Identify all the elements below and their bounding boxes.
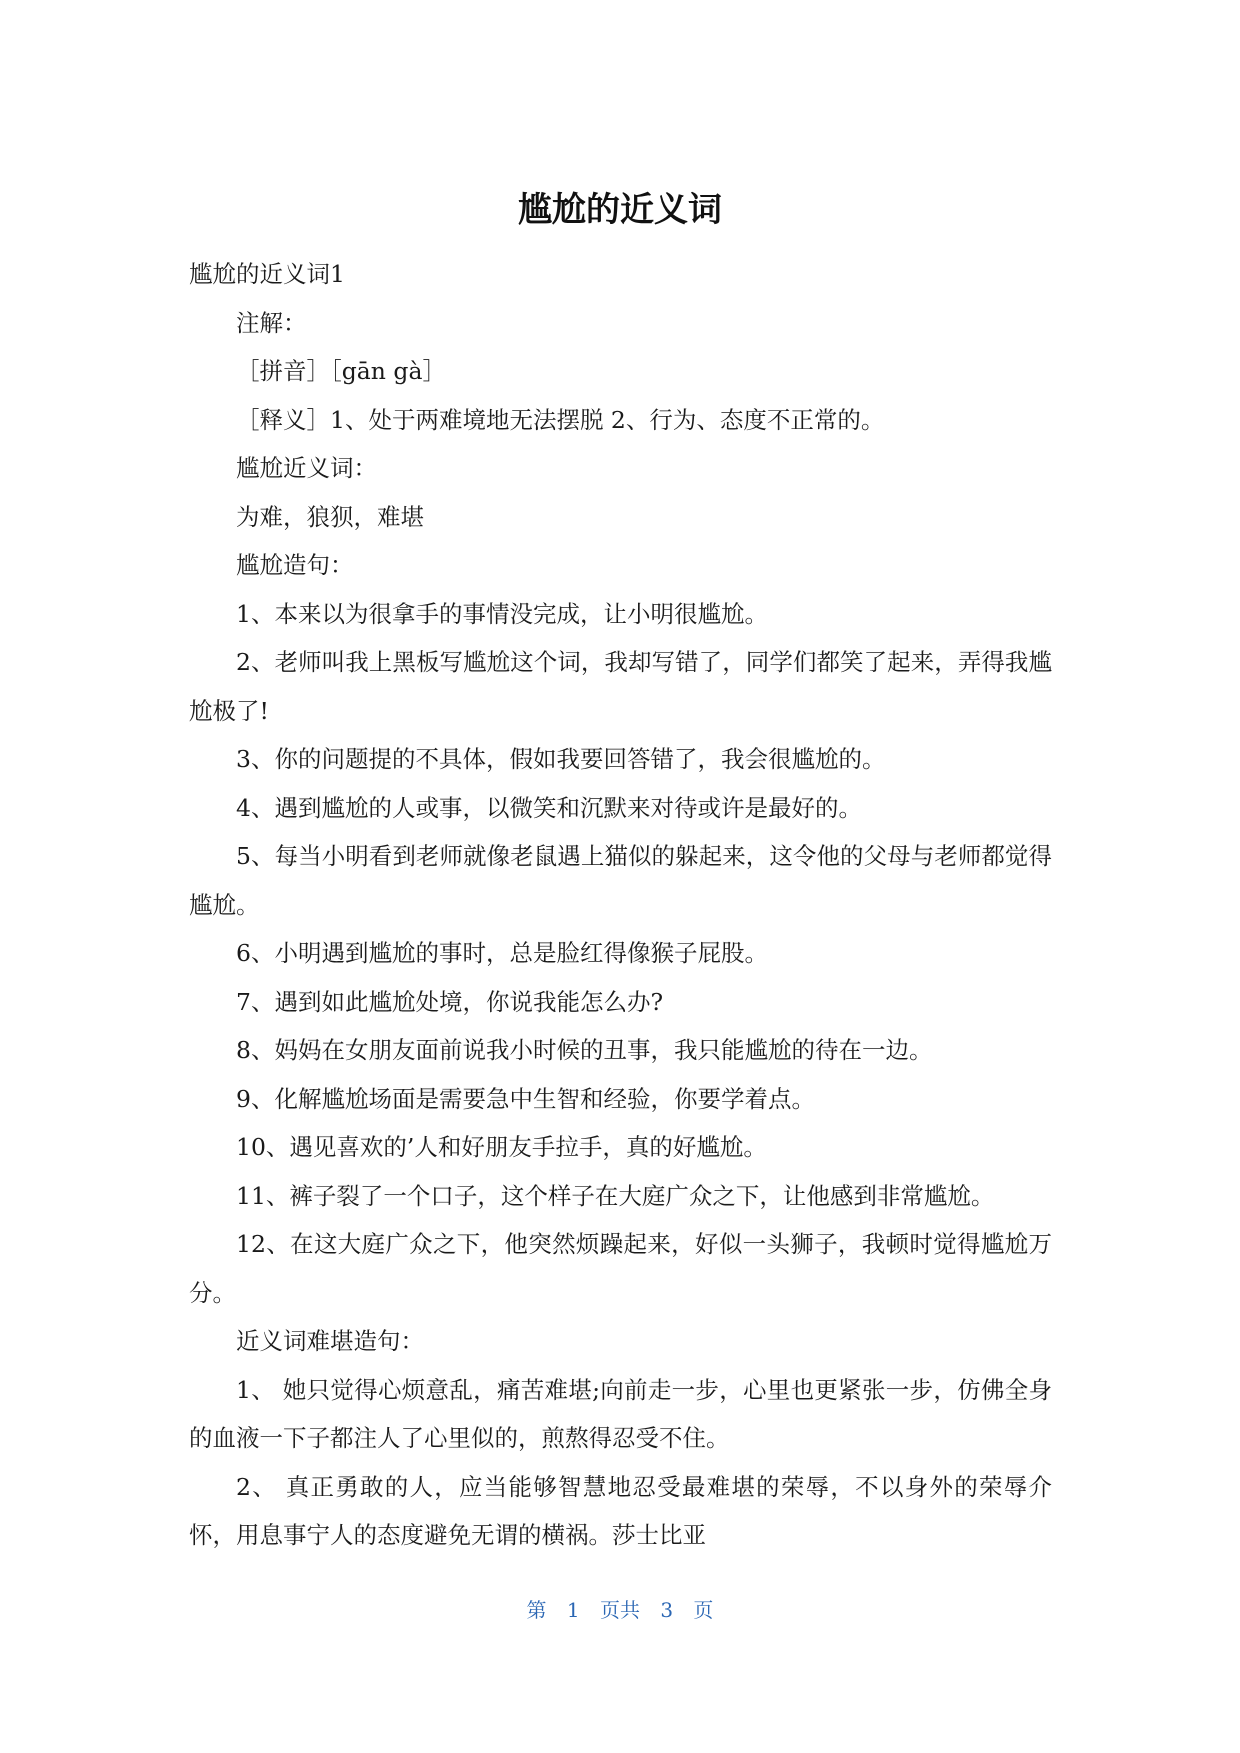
paragraph: 2、 真正勇敢的人，应当能够智慧地忍受最难堪的荣辱，不以身外的荣辱介怀，用息事宁人的态度避免无谓的横祸。莎士比亚 xyxy=(189,1472,1052,1549)
document-body xyxy=(189,250,1052,1560)
paragraph: 1、本来以为很拿手的事情没完成，让小明很尴尬。 xyxy=(236,599,768,628)
paragraph: 尴尬近义词： xyxy=(236,454,377,482)
paragraph: 4、遇到尴尬的人或事，以微笑和沉默来对待或许是最好的。 xyxy=(236,793,862,822)
paragraph: 12、在这大庭广众之下，他突然烦躁起来，好似一头狮子，我顿时觉得尴尬万分。 xyxy=(189,1230,1052,1307)
paragraph: 3、你的问题提的不具体，假如我要回答错了，我会很尴尬的。 xyxy=(236,745,886,773)
paragraph: 1、 她只觉得心烦意乱，痛苦难堪;向前走一步，心里也更紧张一步，仿佛全身的血液一下子都注人了心里似的，煎熬得忍受不住。 xyxy=(189,1375,1052,1452)
page-footer: 第 1 页共 3 页 xyxy=(526,1598,714,1622)
paragraph: 6、小明遇到尴尬的事时，总是脸红得像猴子屁股。 xyxy=(236,939,768,967)
paragraph: 为难，狼狈，难堪 xyxy=(236,502,424,531)
paragraph: 尴尬造句： xyxy=(236,551,354,579)
document-title: 尴尬的近义词 xyxy=(518,190,722,230)
paragraph: ［释义］1、处于两难境地无法摆脱 2、行为、态度不正常的。 xyxy=(236,405,885,434)
paragraph: 近义词难堪造句： xyxy=(236,1327,424,1355)
paragraph: ［拼音］［gān gà］ xyxy=(236,357,446,385)
paragraph: 5、每当小明看到老师就像老鼠遇上猫似的躲起来，这令他的父母与老师都觉得尴尬。 xyxy=(189,842,1052,919)
section-heading: 尴尬的近义词1 xyxy=(189,260,345,288)
paragraph: 7、遇到如此尴尬处境，你说我能怎么办? xyxy=(236,987,664,1016)
paragraph: 9、化解尴尬场面是需要急中生智和经验，你要学着点。 xyxy=(236,1084,815,1113)
paragraph: 8、妈妈在女朋友面前说我小时候的丑事，我只能尴尬的待在一边。 xyxy=(236,1036,933,1064)
paragraph: 注解： xyxy=(236,308,307,337)
paragraph: 2、老师叫我上黑板写尴尬这个词，我却写错了，同学们都笑了起来，弄得我尴尬极了! xyxy=(189,648,1052,725)
paragraph: 10、遇见喜欢的’人和好朋友手拉手，真的好尴尬。 xyxy=(236,1133,767,1161)
paragraph: 11、裤子裂了一个口子，这个样子在大庭广众之下，让他感到非常尴尬。 xyxy=(236,1181,995,1210)
